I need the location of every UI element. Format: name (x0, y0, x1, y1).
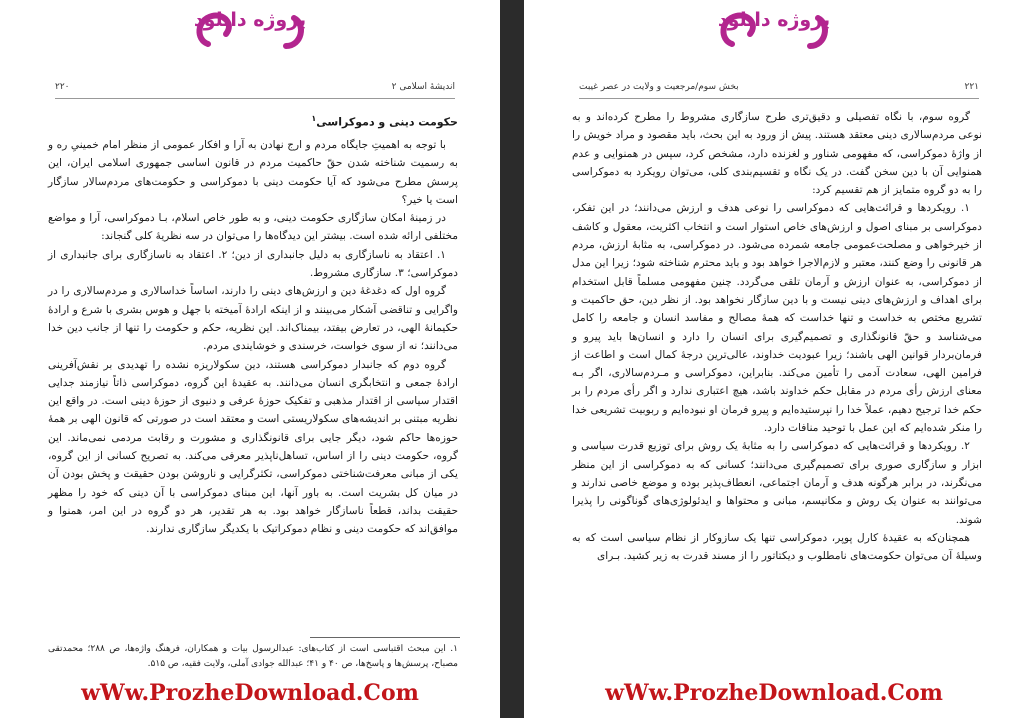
paragraph: با توجه به اهمیتِ جایگاه مردم و ارج نهادن به آرا و افکار عمومی از منظر امام خمینیِ ره و به رسمیت شناخته شدن حقّ حاکمیت مردم در قانون اساسی جمهوری اسلامی ایران، این پرسش مطرح می‌شود که آیا حکومت دینی با دموکراسی و حکومت‌های مردم‌سالار سازگار است یا خیر؟ (48, 138, 458, 206)
left-body (48, 110, 458, 538)
right-page-number: ۲۲۱ (964, 82, 979, 92)
paragraph: ۲. رویکردها و قرائت‌هایی که دموکراسی را به مثابهٔ یک روش برای توزیع قدرت سیاسی و ابزار و سازگاری صوری برای تصمیم‌گیری می‌دانند؛ کسانی که به دموکراسی از این منظر می‌نگرند، در برابر هرگونه هدف و آرمان اجتماعی، انعطاف‌پذیر بوده و موضع خاصی ندارند و می‌توانند به عنوان یک روش و مکانیسم، مبانی و محتواها و ایدئولوژی‌های گوناگونی را پذیرا شوند. (572, 440, 982, 526)
page-gutter (500, 0, 524, 718)
left-page (0, 0, 500, 718)
section-title (48, 110, 458, 132)
footnote: ۱. این مبحث اقتباسی است از کتاب‌های: عبدالرسول بیات و همکاران، فرهنگ واژه‌ها، ص ۲۸۸؛ محمدتقی مصباح، پرسش‌ها و پاسخ‌ها، ص ۴۰ و ۴۱؛ عبدالله جوادی آملی، ولایت فقیه، ص ۵۱۵. (48, 644, 458, 669)
right-running-title: بخش سوم/مرجعیت و ولایت در عصر غیبت (579, 82, 739, 92)
paragraph: ۱. اعتقاد به ناسازگاری به دلیل جانبداری از دین؛ ۲. اعتقاد به ناسازگاری برای جانبداری از دموکراسی؛ ۳. سازگاری مشروط. (48, 248, 458, 280)
logo-text: پروژه دانلود (193, 9, 307, 31)
paragraph: گروه دوم که جانبدار دموکراسی هستند، دین سکولاریزه نشده را تهدیدی بر نقش‌آفرینی ارادهٔ جمعی و انتخابگری انسان می‌دانند. به عقیدهٔ این گروه، دموکراسی ذاتاً نیازمند جدایی اقتدار سیاسی از اقتدار مذهبی و تفکیک حوزهٔ عرفی و دنیوی از حوزهٔ دینی است. در واقع این نظریه مبتنی بر اندیشه‌های سکولاریستی است و معتقد است در صورتی که قانون الهی بر همهٔ حوزه‌ها حاکم شود، دیگر جایی برای قانونگذاری و مشورت و رقابت مردمی نمی‌ماند. این گروه، حکومت دینی را از اساس، تساهل‌ناپذیر معرفی می‌کند. به تصریح کسانی از این گروه، یکی از مبانی معرفت‌شناختی دموکراسی، تکثرگرایی و ناروشن بودن حقیقت و پخش بودن آن در میان کل بشریت است. به باور آنها، این مبنای دموکراسی با آن دینی که خود را مظهر حقیقت بداند، قطعاً ناسازگار خواهد بود. به هر تقدیر، هر دو گروه در این امر، همنوا و موافق‌اند که حکومت دینی و نظام دموکراتیک با یکدیگر سازگاری ندارند. (48, 358, 458, 536)
paragraph: گروه اول که دغدغهٔ دین و ارزش‌های دینی را دارند، اساساً خداسالاری و مردم‌سالاری را در واگرایی و تناقضی آشکار می‌بینند و از اینکه ارادهٔ آمیخته با جهل و هوس بشری با شرع و ارادهٔ حکیمانهٔ الهی، در تعارض بیفتد، بیمناک‌اند. این نظریه، حکم و حکومت را تنها از جانب دین خدا می‌دانند؛ نه از سوی خواست، خرسندی و خوشایندی مردم. (48, 285, 458, 353)
logo-text: پروژه دانلود (717, 9, 831, 31)
paragraph: ۱. رویکردها و قرائت‌هایی که دموکراسی را نوعی هدف و ارزش می‌دانند؛ در این تفکر، دموکراسی بر مبنای اصول و ارزش‌های خاص استوار است و انتخاب اکثریت، معقول و کاشف از خیرخواهی و مصلحت‌عمومی جامعه شمرده می‌شود. در دموکراسی، به مثابهٔ ارزش، مردم هر قانونی را وضع کنند، معتبر و لازم‌الاجرا خواهد بود و باید محترم شناخته شود؛ زیرا این مدل از دموکراسی، به عنوان ارزش و آرمان تلقی می‌گردد. چنین مفهومی مسلماً قابل استخدام برای اهداف و ارزش‌های دینی نیست و با دین سازگار نخواهد بود. از نظر دین، حق حاکمیت و تشریع مختص به خداست و تنها خداست که همهٔ مصالح و مفاسد انسان و جامعه را کامل می‌شناسد و حقّ قانونگذاری و تصمیم‌گیری برای انسان را دارد و انسان‌ها باید پیرو و فرمان‌بردار قوانین الهی باشند؛ زیرا عبودیت خداوند، عالی‌ترین درجهٔ کمال است و اطاعت از فرامین الهی، سعادت آدمی را تأمین می‌کند. بنابراین، دموکراسی و مـردم‌سالاری، اگر بـه معنای ارزش رأی مردم در مقابل حکم خداوند باشد، هیچ اعتباری ندارد و اگر رأی مردم را بر حکم خدا ترجیح دهیم، عملاً خدا را نپرستیده‌ایم و پیرو فرمان او نبوده‌ایم و ربوبیت تشریعی خدا را منکر شده‌ایم که این عمل با توحید منافات دارد. (572, 202, 982, 435)
watermark: wWw.ProzheDownload.Com (81, 680, 419, 706)
left-page-header (55, 82, 455, 99)
left-page-number: ۲۲۰ (55, 82, 70, 92)
right-body (572, 108, 982, 565)
right-page-header (579, 82, 979, 99)
footnote-divider (310, 637, 460, 638)
section-title-text: حکومت دینی و دموکراسی (316, 115, 458, 129)
site-logo (190, 4, 310, 56)
paragraph: همچنان‌که به عقیدهٔ کارل پوپر، دموکراسی تنها یک سازوکار از نظام سیاسی است که به وسیلهٔ آن می‌توان حکومت‌های نامطلوب و دیکتاتور را از مسند قدرت به زیر کشید. بـرای (572, 531, 982, 563)
watermark: wWw.ProzheDownload.Com (605, 680, 943, 706)
footnote-marker: ۱ (311, 114, 317, 123)
paragraph: گروه سوم، با نگاه تفصیلی و دقیق‌تری طرح سازگاری مشروط را مطرح کرده‌اند و به نوعی مردم‌سالاری دینی معتقد هستند. پیش از ورود به این بحث، باید مقصود و مراد خویش را از واژهٔ دموکراسی، که مفهومی شناور و لغزنده دارد، مشخص کرد، سپس در همنوایی و عدم همنوایی آن با دین سخن گفت. در یک نگاه و تقسیم‌بندی کلی، می‌توان رویکرد به دموکراسی را به دو گروه متمایز از هم تقسیم کرد: (572, 111, 982, 197)
paragraph: در زمینهٔ امکان سازگاری حکومت دینی، و به طور خاص اسلام، بـا دموکراسی، آرا و مواضع مختلفی ارائه شده است. بیشتر این دیدگاه‌ها را می‌توان در سه نظریهٔ کلی گنجاند: (48, 212, 458, 243)
site-logo (714, 4, 834, 56)
left-running-title: اندیشهٔ اسلامی ۲ (391, 82, 455, 92)
right-page (524, 0, 1024, 718)
